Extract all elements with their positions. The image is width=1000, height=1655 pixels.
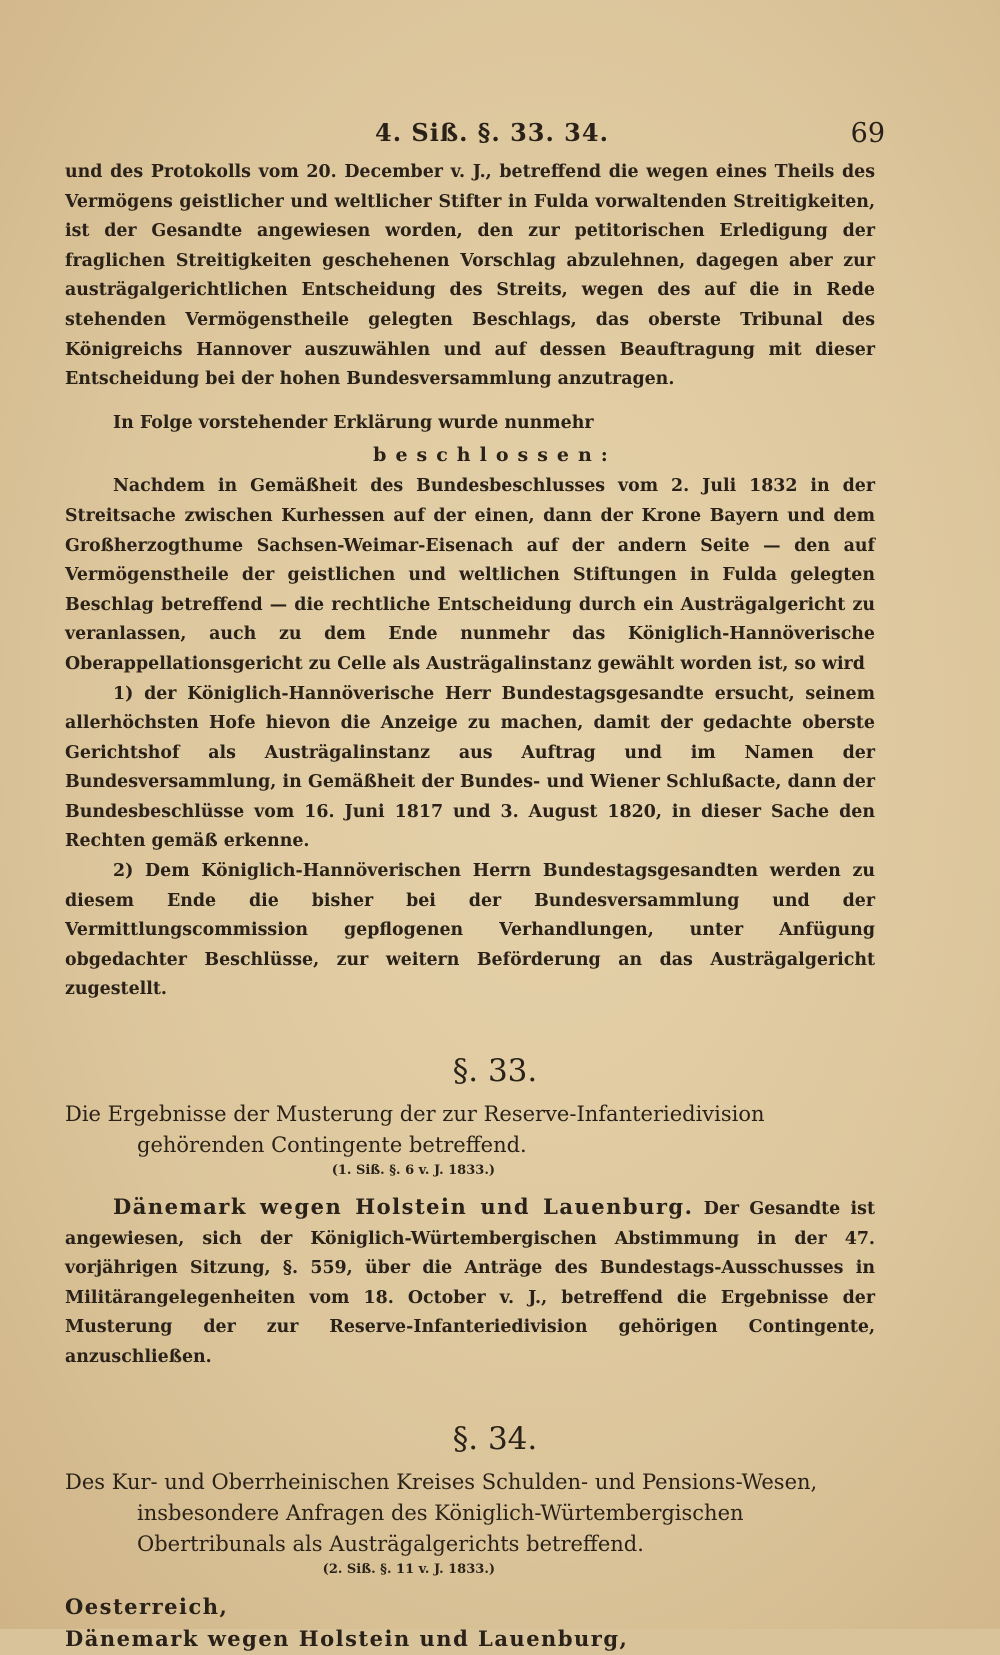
page-header xyxy=(65,118,885,158)
section-33-state: Dänemark wegen Holstein und Lauenburg. xyxy=(113,1194,694,1220)
page-number: 69 xyxy=(850,118,885,149)
paragraph-point-2: 2) Dem Königlich-Hannöverischen Herrn Bundestagsgesandten werden zu diesem Ende die bisher bei der Bundesversammlung und der Vermittlungscommission gepflogenen Verhandlungen, unter Anfügung obgedachter Beschlüsse, zur weitern Beförderung an das Austrägalgericht zugestellt. xyxy=(65,861,875,1000)
section-33-number: §. 33. xyxy=(452,1053,538,1090)
running-head: 4. Siß. §. 33. 34. xyxy=(375,118,609,147)
section-34-title: Des Kur- und Oberrheinischen Kreises Schulden- und Pensions-Wesen, insbesondere Anfragen des Königlich-Würtembergischen Obertribunals als Austrägalgerichts betreffend. xyxy=(65,1469,818,1556)
section-33-title: Die Ergebnisse der Musterung der zur Reserve-Infanteriedivision gehörenden Contingente betreffend. xyxy=(65,1102,765,1158)
paragraph-resolution: Nachdem in Gemäßheit des Bundesbeschlusses vom 2. Juli 1832 in der Streitsache zwischen Kurhessen auf der einen, dann der Krone Bayern und dem Großherzogthume Sachsen-Weimar-Eisenach auf der andern Seite — den auf Vermögenstheile der geistlichen und weltlichen Stiftungen in Fulda gelegten Beschlag betreffend — die rechtliche Entscheidung durch ein Austrägalgericht zu veranlassen, auch zu dem Ende nunmehr das Königlich-Hannöverische Oberappellationsgericht zu Celle als Austrägalinstanz gewählt worden ist, so wird xyxy=(65,476,875,674)
section-34-state-2: Dänemark wegen Holstein und Lauenburg, xyxy=(65,1625,629,1651)
section-33-body xyxy=(65,1192,875,1373)
section-34-session-ref: (2. Siß. §. 11 v. J. 1833.) xyxy=(322,1561,495,1577)
resolution-heading: beschlossen: xyxy=(373,444,617,467)
section-33-session-ref: (1. Siß. §. 6 v. J. 1833.) xyxy=(331,1163,495,1179)
section-34-state-1: Oesterreich, xyxy=(65,1593,229,1619)
section-34-number: §. 34. xyxy=(452,1420,538,1457)
paragraph-protocol: und des Protokolls vom 20. December v. J., betreffend die wegen eines Theils des Vermögens geistlicher und weltlicher Stifter in Fulda vorwaltenden Streitigkeiten, ist der Gesandte angewiesen worden, den zur petitorischen Erledigung der fraglichen Streitigkeiten geschehenen Vorschlag abzulehnen, dagegen aber zur austrägalgerichtlichen Entscheidung des Streits, wegen des auf die in Rede stehenden Vermögenstheile gelegten Beschlags, das oberste Tribunal des Königreichs Hannover auszuwählen und auf dessen Beauftragung mit dieser Entscheidung bei der hohen Bundesversammlung anzutragen. xyxy=(65,162,875,390)
section-33-text: Der Gesandte ist angewiesen, sich der Königlich-Würtembergischen Abstimmung in der 47. vorjährigen Sitzung, §. 559, über die Anträge des Bundestags-Ausschusses in Militärangelegenheiten vom 18. October v. J., betreffend die Ergebnisse der Musterung der zur Reserve-Infanteriedivision gehörigen Contingente, anzuschließen. xyxy=(65,1199,875,1367)
paragraph-point-1: 1) der Königlich-Hannöverische Herr Bundestagsgesandte ersucht, seinem allerhöchsten Hofe hievon die Anzeige zu machen, damit der gedachte oberste Gerichtshof als Austrägalinstanz aus Auftrag und im Namen der Bundesversammlung, in Gemäßheit der Bundes- und Wiener Schlußacte, dann der Bundesbeschlüsse vom 16. Juni 1817 und 3. August 1820, in dieser Sache den Rechten gemäß erkenne. xyxy=(65,683,875,852)
paragraph-intro: In Folge vorstehender Erklärung wurde nunmehr xyxy=(113,412,594,433)
